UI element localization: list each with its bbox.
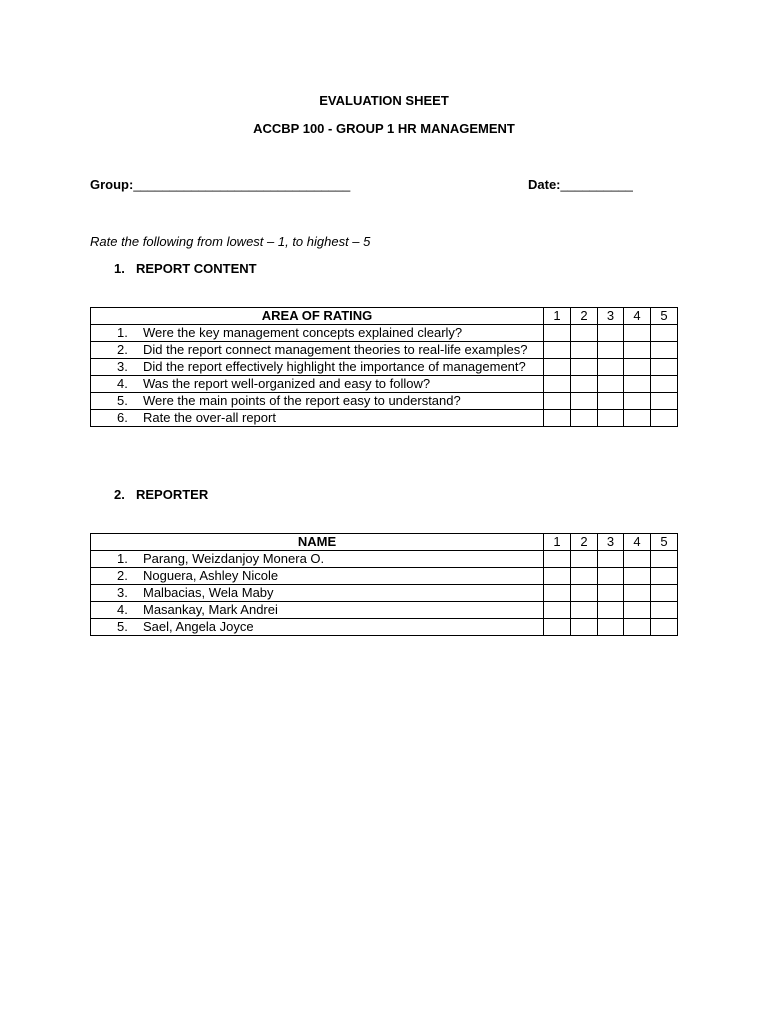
score-cell-4[interactable]	[624, 410, 651, 427]
table-row	[91, 393, 678, 410]
criterion-cell	[91, 359, 544, 376]
item-number: 5.	[117, 619, 128, 634]
score-cell-2[interactable]	[571, 359, 598, 376]
table-header-row	[91, 534, 678, 551]
reporter-name: Noguera, Ashley Nicole	[143, 568, 279, 583]
score-cell-5[interactable]	[651, 359, 678, 376]
reporter-rating-table	[90, 533, 678, 636]
score-cell-4[interactable]	[624, 568, 651, 585]
reporter-name-cell	[91, 619, 544, 636]
criterion-text: Was the report well-organized and easy to follow?	[143, 376, 431, 391]
score-cell-5[interactable]	[651, 410, 678, 427]
table-row	[91, 410, 678, 427]
criterion-cell	[91, 393, 544, 410]
section-number: 2.	[114, 487, 125, 502]
score-cell-3[interactable]	[598, 551, 624, 568]
score-cell-3[interactable]	[598, 619, 624, 636]
score-cell-4[interactable]	[624, 325, 651, 342]
score-cell-3[interactable]	[598, 393, 624, 410]
score-cell-5[interactable]	[651, 619, 678, 636]
reporter-name-cell	[91, 602, 544, 619]
score-cell-2[interactable]	[571, 325, 598, 342]
score-cell-3[interactable]	[598, 325, 624, 342]
item-number: 3.	[117, 585, 128, 600]
name-header: NAME	[91, 534, 544, 551]
score-cell-3[interactable]	[598, 585, 624, 602]
table-row	[91, 359, 678, 376]
date-label: Date:	[528, 177, 561, 192]
score-cell-1[interactable]	[544, 342, 571, 359]
score-cell-2[interactable]	[571, 602, 598, 619]
item-number: 5.	[117, 393, 128, 408]
score-cell-2[interactable]	[571, 551, 598, 568]
score-cell-4[interactable]	[624, 551, 651, 568]
section-heading-report-content	[114, 261, 257, 276]
page-subtitle: ACCBP 100 - GROUP 1 HR MANAGEMENT	[253, 121, 515, 136]
score-cell-5[interactable]	[651, 393, 678, 410]
reporter-name-cell	[91, 551, 544, 568]
score-header-3: 3	[598, 308, 624, 325]
score-cell-2[interactable]	[571, 585, 598, 602]
section-heading-reporter	[114, 487, 208, 502]
score-header-5: 5	[651, 308, 678, 325]
score-cell-4[interactable]	[624, 359, 651, 376]
table-row	[91, 342, 678, 359]
score-cell-5[interactable]	[651, 602, 678, 619]
score-cell-3[interactable]	[598, 359, 624, 376]
table-row	[91, 585, 678, 602]
score-cell-4[interactable]	[624, 619, 651, 636]
score-cell-4[interactable]	[624, 342, 651, 359]
score-cell-1[interactable]	[544, 551, 571, 568]
score-header-1: 1	[544, 308, 571, 325]
criterion-cell	[91, 325, 544, 342]
score-header-5: 5	[651, 534, 678, 551]
score-cell-5[interactable]	[651, 568, 678, 585]
item-number: 1.	[117, 551, 128, 566]
group-field	[90, 177, 350, 192]
date-blank-line: __________	[560, 177, 633, 192]
item-number: 4.	[117, 602, 128, 617]
score-cell-4[interactable]	[624, 393, 651, 410]
score-cell-5[interactable]	[651, 551, 678, 568]
score-cell-3[interactable]	[598, 602, 624, 619]
item-number: 4.	[117, 376, 128, 391]
score-cell-4[interactable]	[624, 585, 651, 602]
score-cell-5[interactable]	[651, 376, 678, 393]
score-cell-1[interactable]	[544, 393, 571, 410]
score-header-3: 3	[598, 534, 624, 551]
rating-instruction: Rate the following from lowest – 1, to highest – 5	[90, 234, 371, 249]
score-header-4: 4	[624, 534, 651, 551]
score-cell-4[interactable]	[624, 376, 651, 393]
score-cell-5[interactable]	[651, 325, 678, 342]
table-row	[91, 568, 678, 585]
table-row	[91, 551, 678, 568]
score-header-2: 2	[571, 308, 598, 325]
area-of-rating-header: AREA OF RATING	[91, 308, 544, 325]
score-cell-1[interactable]	[544, 602, 571, 619]
reporter-name: Parang, Weizdanjoy Monera O.	[143, 551, 325, 566]
section-title: REPORT CONTENT	[136, 261, 257, 276]
score-cell-1[interactable]	[544, 619, 571, 636]
table-row	[91, 325, 678, 342]
score-cell-1[interactable]	[544, 376, 571, 393]
date-field	[528, 177, 633, 192]
criterion-text: Were the main points of the report easy to understand?	[143, 393, 461, 408]
score-cell-1[interactable]	[544, 325, 571, 342]
score-cell-2[interactable]	[571, 410, 598, 427]
score-cell-1[interactable]	[544, 410, 571, 427]
score-cell-2[interactable]	[571, 342, 598, 359]
reporter-name: Sael, Angela Joyce	[143, 619, 254, 634]
score-cell-1[interactable]	[544, 568, 571, 585]
score-cell-2[interactable]	[571, 393, 598, 410]
score-cell-5[interactable]	[651, 342, 678, 359]
score-header-4: 4	[624, 308, 651, 325]
reporter-name-cell	[91, 568, 544, 585]
score-cell-5[interactable]	[651, 585, 678, 602]
score-cell-1[interactable]	[544, 585, 571, 602]
section-title: REPORTER	[136, 487, 209, 502]
score-cell-2[interactable]	[571, 376, 598, 393]
score-cell-2[interactable]	[571, 619, 598, 636]
table-row	[91, 602, 678, 619]
reporter-name: Malbacias, Wela Maby	[143, 585, 274, 600]
item-number: 2.	[117, 342, 128, 357]
page-title: EVALUATION SHEET	[319, 93, 449, 108]
score-cell-3[interactable]	[598, 568, 624, 585]
item-number: 6.	[117, 410, 128, 425]
item-number: 1.	[117, 325, 128, 340]
table-row	[91, 619, 678, 636]
criterion-text: Rate the over-all report	[143, 410, 276, 425]
score-cell-1[interactable]	[544, 359, 571, 376]
criterion-text: Did the report connect management theories to real-life examples?	[143, 342, 528, 357]
criterion-cell	[91, 342, 544, 359]
item-number: 3.	[117, 359, 128, 374]
score-cell-2[interactable]	[571, 568, 598, 585]
score-header-1: 1	[544, 534, 571, 551]
reporter-name-cell	[91, 585, 544, 602]
criterion-cell	[91, 410, 544, 427]
table-header-row	[91, 308, 678, 325]
group-label: Group:	[90, 177, 134, 192]
score-cell-3[interactable]	[598, 342, 624, 359]
score-cell-3[interactable]	[598, 410, 624, 427]
group-blank-line: ______________________________	[133, 177, 351, 192]
criterion-text: Did the report effectively highlight the importance of management?	[143, 359, 526, 374]
score-cell-3[interactable]	[598, 376, 624, 393]
item-number: 2.	[117, 568, 128, 583]
table-row	[91, 376, 678, 393]
score-cell-4[interactable]	[624, 602, 651, 619]
score-header-2: 2	[571, 534, 598, 551]
reporter-name: Masankay, Mark Andrei	[143, 602, 278, 617]
report-content-rating-table	[90, 307, 678, 427]
criterion-text: Were the key management concepts explained clearly?	[143, 325, 463, 340]
criterion-cell	[91, 376, 544, 393]
section-number: 1.	[114, 261, 125, 276]
